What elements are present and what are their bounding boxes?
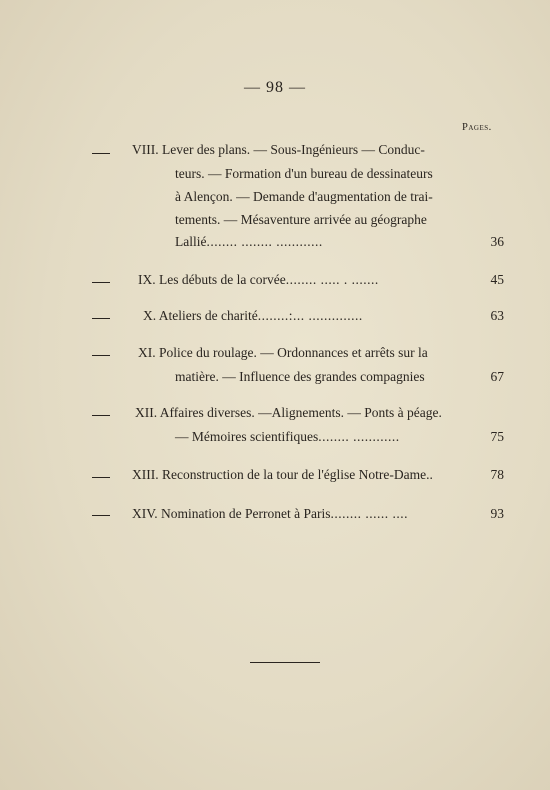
page-reference: 36 bbox=[490, 234, 504, 249]
chapter-numeral: XIII. bbox=[132, 467, 159, 482]
entry-dash bbox=[92, 153, 110, 154]
chapter-numeral: XIV. bbox=[132, 506, 158, 521]
toc-entry-xi-line-1 bbox=[138, 345, 428, 361]
closing-rule bbox=[250, 662, 320, 663]
toc-entry-xii-line-1 bbox=[135, 405, 442, 421]
page-reference: 45 bbox=[490, 272, 504, 287]
toc-entry-xiii bbox=[132, 467, 433, 483]
toc-entry-xiv bbox=[132, 506, 408, 522]
entry-text: Police du roulage. — Ordonnances et arrêts sur la bbox=[159, 345, 428, 360]
page-reference: 75 bbox=[490, 429, 504, 444]
toc-entry-x bbox=[143, 308, 363, 324]
chapter-numeral: VIII. bbox=[132, 142, 159, 157]
entry-text: Reconstruction de la tour de l'église Notre-Dame.. bbox=[162, 467, 433, 482]
page-reference: 63 bbox=[490, 308, 504, 323]
toc-entry-viii-line-1 bbox=[132, 142, 425, 158]
dot-leader: ........ ...... .... bbox=[330, 506, 408, 521]
chapter-numeral: X. bbox=[143, 308, 157, 323]
dot-leader: ........ ..... . ....... bbox=[285, 272, 379, 287]
chapter-numeral: XI. bbox=[138, 345, 156, 360]
toc-entry-xii-line-2 bbox=[175, 429, 400, 445]
toc-entry-viii-line-5 bbox=[175, 234, 323, 250]
dot-leader: ........ ........ ............ bbox=[206, 234, 323, 249]
entry-text: Lallié bbox=[175, 234, 207, 249]
entry-dash bbox=[92, 318, 110, 319]
entry-dash bbox=[92, 282, 110, 283]
page-reference: 78 bbox=[490, 467, 504, 482]
dot-leader: ........ ............ bbox=[318, 429, 400, 444]
entry-text: Les débuts de la corvée bbox=[159, 272, 286, 287]
entry-dash bbox=[92, 415, 110, 416]
pages-column-label: Pages. bbox=[462, 122, 492, 133]
toc-entry-viii-line-4: tements. — Mésaventure arrivée au géographe bbox=[175, 212, 427, 227]
toc-entry-ix bbox=[138, 272, 379, 288]
entry-text: — Mémoires scientifiques bbox=[175, 429, 319, 444]
entry-text: Lever des plans. — Sous-Ingénieurs — Conduc- bbox=[162, 142, 425, 157]
chapter-numeral: IX. bbox=[138, 272, 156, 287]
entry-dash bbox=[92, 515, 110, 516]
entry-dash bbox=[92, 477, 110, 478]
toc-entry-xi-line-2: matière. — Influence des grandes compagnies bbox=[175, 369, 425, 384]
entry-text: Affaires diverses. —Alignements. — Ponts à péage. bbox=[159, 405, 442, 420]
chapter-numeral: XII. bbox=[135, 405, 158, 420]
entry-dash bbox=[92, 355, 110, 356]
page-reference: 67 bbox=[490, 369, 504, 384]
entry-text: Nomination de Perronet à Paris bbox=[161, 506, 331, 521]
page-number: — 98 — bbox=[244, 79, 306, 96]
entry-text: Ateliers de charité bbox=[158, 308, 258, 323]
toc-entry-viii-line-3: à Alençon. — Demande d'augmentation de trai- bbox=[175, 189, 433, 204]
page-reference: 93 bbox=[490, 506, 504, 521]
toc-entry-viii-line-2: teurs. — Formation d'un bureau de dessinateurs bbox=[175, 166, 433, 181]
dot-leader: ........:... .............. bbox=[257, 308, 363, 323]
